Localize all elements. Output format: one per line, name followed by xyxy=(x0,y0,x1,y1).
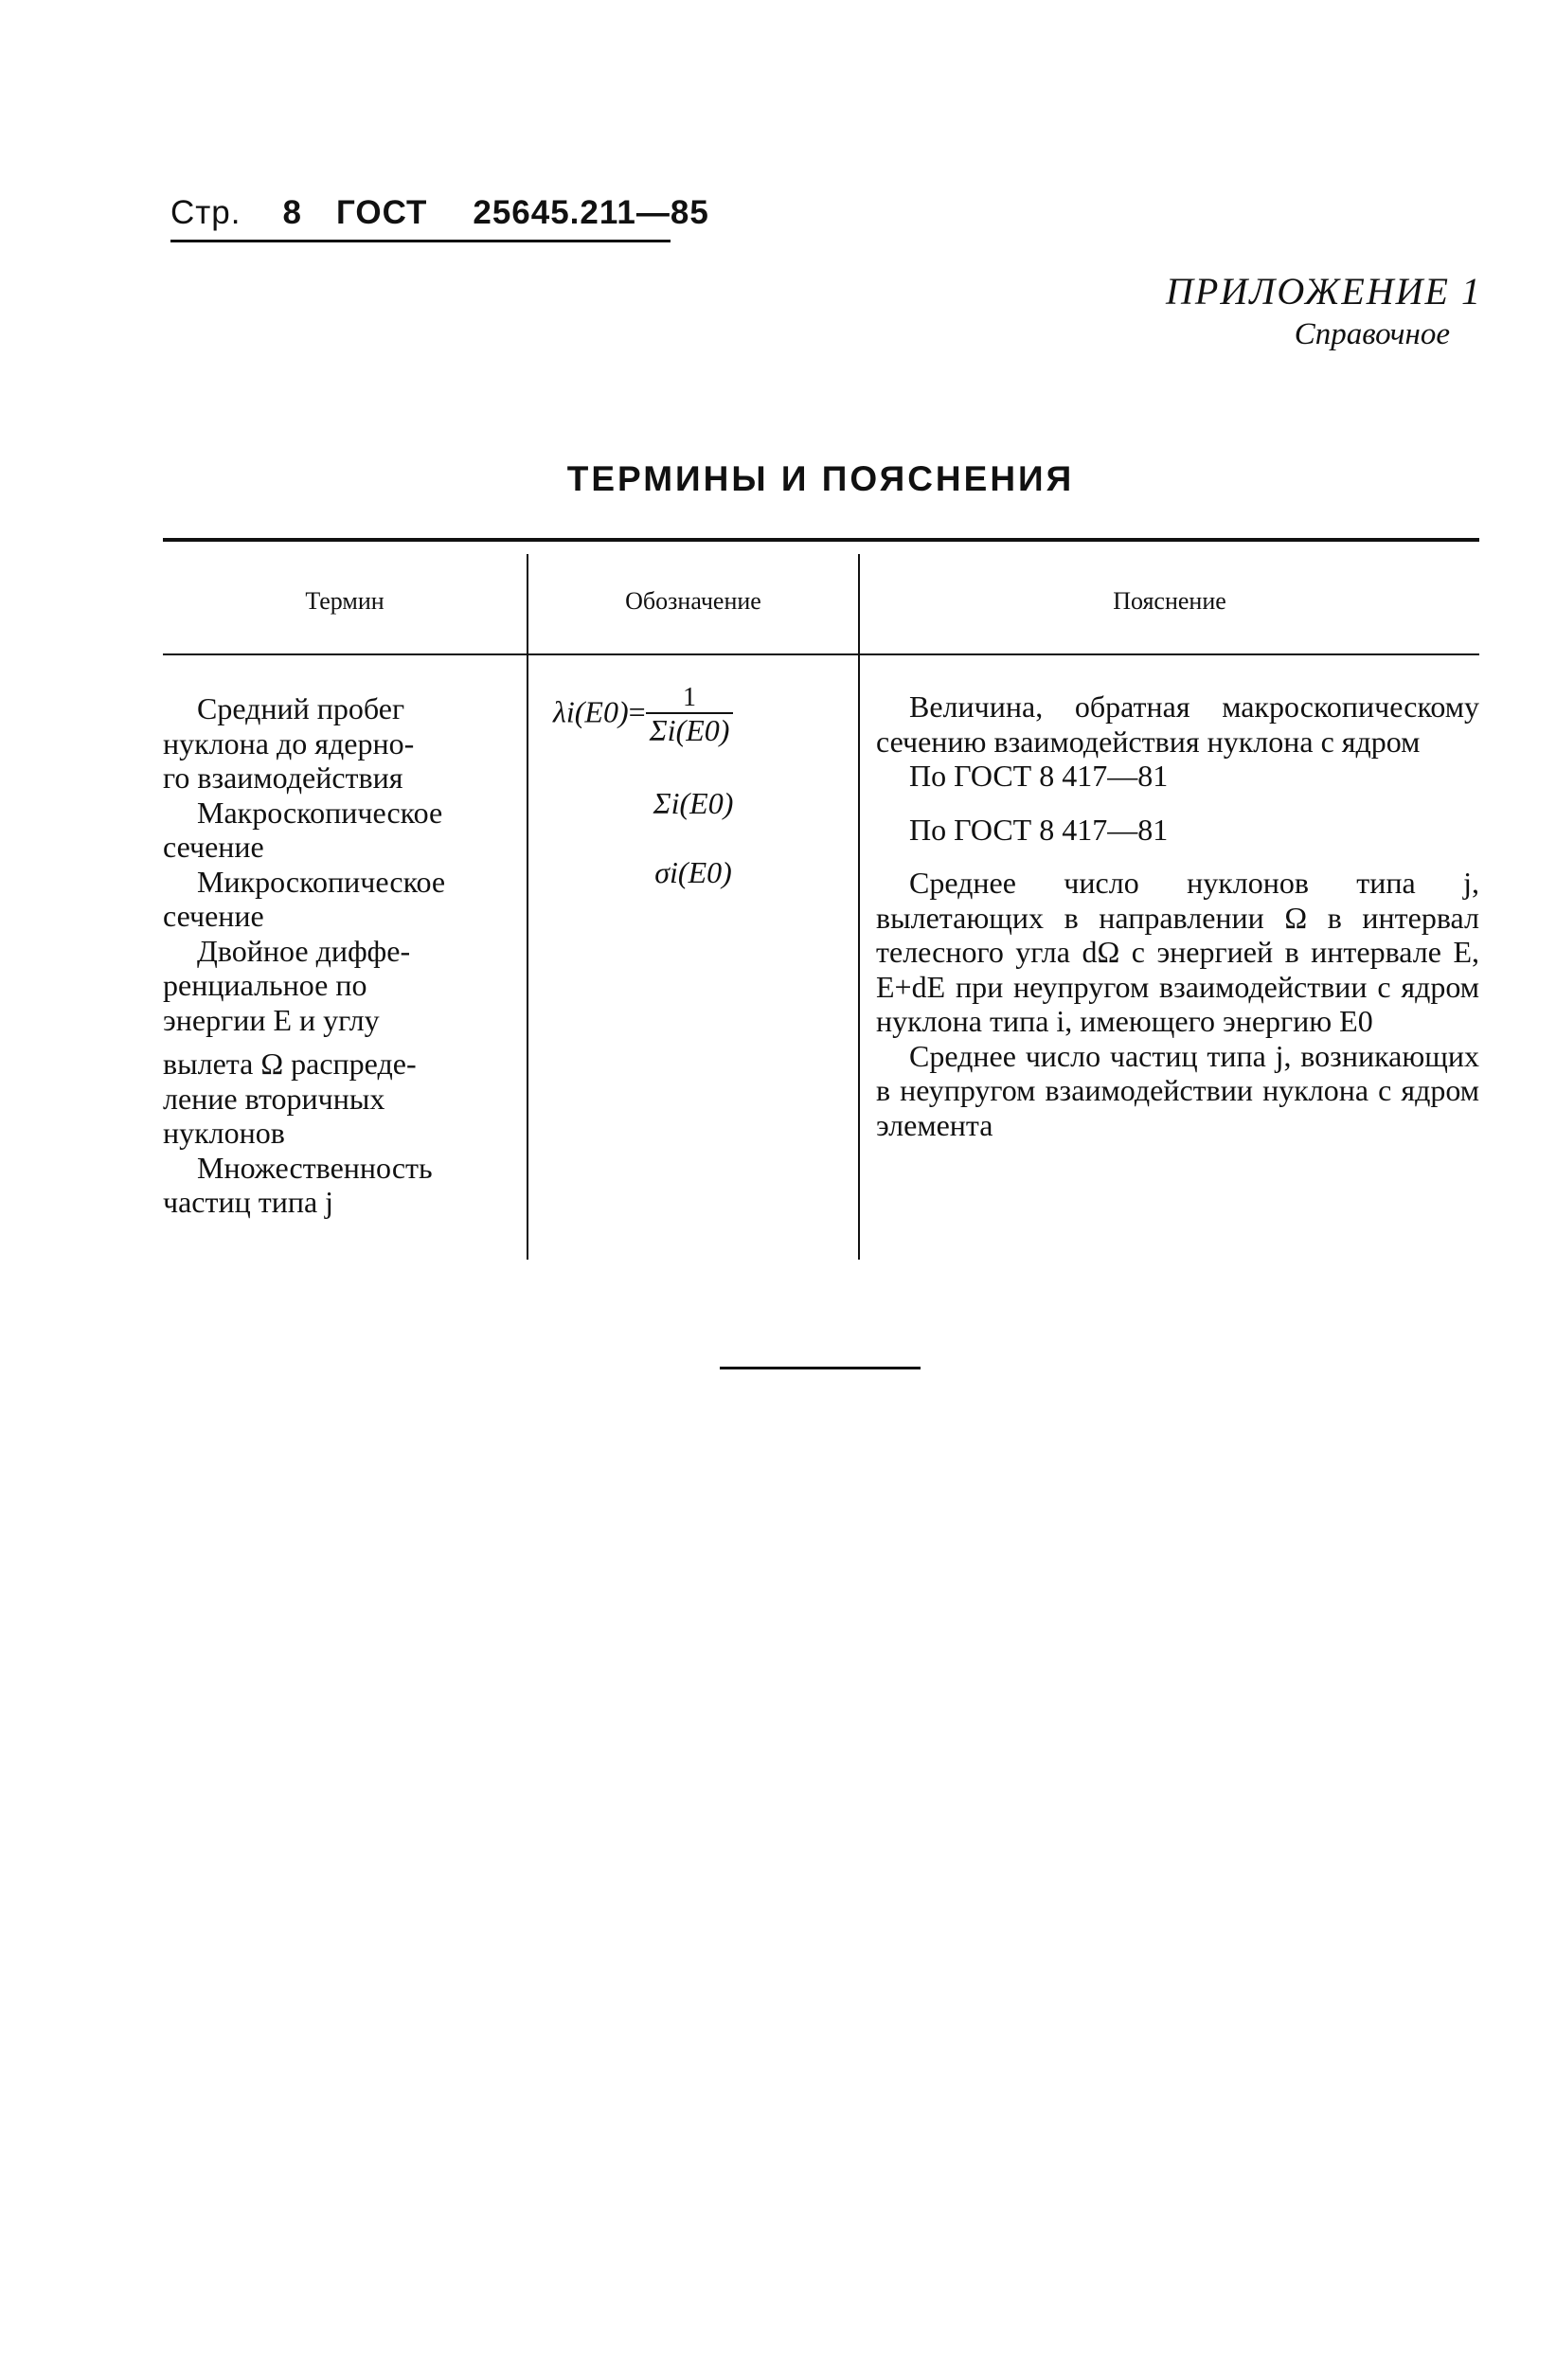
appendix-label xyxy=(1166,269,1482,352)
term-line: ренциальное по xyxy=(163,968,367,1002)
header-rule xyxy=(170,240,671,242)
term-line: го взаимодействия xyxy=(163,761,403,795)
standard-name: ГОСТ xyxy=(335,194,428,231)
term-line: Множественность xyxy=(197,1150,433,1185)
fraction-numerator: 1 xyxy=(683,683,697,712)
appendix-title: ПРИЛОЖЕНИЕ 1 xyxy=(1166,270,1482,313)
table-header-rule xyxy=(163,653,1479,655)
explanation-mean-free-path: Величина, обратная макроскопическому сечению взаимодействия нуклона с ядром xyxy=(876,689,1479,759)
term-line: ление вторичных xyxy=(163,1081,385,1116)
explanation-micro-section: По ГОСТ 8 417—81 xyxy=(909,812,1169,847)
term-line: Микроскопическое xyxy=(197,864,446,899)
column-divider-2 xyxy=(858,554,860,1260)
page-title: ТЕРМИНЫ И ПОЯСНЕНИЯ xyxy=(566,459,1075,498)
header-symbol: Обозначение xyxy=(625,587,761,615)
term-line: сечение xyxy=(163,899,264,933)
appendix-subtitle: Справочное xyxy=(1294,317,1450,351)
symbol-macro-section: Σi(E0) xyxy=(653,786,734,820)
explanation-macro-section: По ГОСТ 8 417—81 xyxy=(909,759,1169,793)
end-rule xyxy=(720,1367,921,1369)
term-line: нуклона до ядерно- xyxy=(163,725,415,761)
standard-number: 25645.211—85 xyxy=(473,194,709,231)
header-explanation: Пояснение xyxy=(1113,587,1226,615)
equals-sign: = xyxy=(628,694,646,729)
term-line: Двойное диффе- xyxy=(197,933,411,968)
symbol-lambda: λi(E0) xyxy=(553,694,629,729)
fraction xyxy=(646,684,734,746)
table-top-rule xyxy=(163,538,1479,542)
page-label: Стр. xyxy=(170,194,241,231)
page-number: 8 xyxy=(282,194,302,231)
fraction-denominator: Σi(E0) xyxy=(646,712,734,746)
term-line: частиц типа j xyxy=(163,1185,334,1219)
terms-column xyxy=(163,691,504,1220)
explanation-multiplicity: Среднее число частиц типа j, возникающих в неупругом взаимодействии нуклона с ядром элемента xyxy=(876,1038,1479,1142)
term-line: вылета Ω распреде- xyxy=(163,1047,417,1081)
column-divider-1 xyxy=(527,554,528,1260)
term-line: нуклонов xyxy=(163,1116,285,1150)
symbol-micro-section: σi(E0) xyxy=(654,855,732,889)
term-line: Макроскопическое xyxy=(197,795,443,830)
explanations-column xyxy=(876,689,1479,1142)
header-term: Термин xyxy=(305,587,385,615)
term-line: сечение xyxy=(163,830,264,864)
explanation-double-differential: Среднее число нуклонов типа j, вылетающих в направлении Ω в интервал телесного угла dΩ с энергией в интервале E, E+dE при неупругом взаимодействии с ядром нуклона типа i, имеющего энергию E0 xyxy=(876,866,1479,1038)
page-header xyxy=(170,194,709,232)
term-line: Средний пробег xyxy=(197,691,405,725)
term-line: энергии Е и углу xyxy=(163,1002,380,1037)
symbol-mean-free-path xyxy=(553,684,733,746)
